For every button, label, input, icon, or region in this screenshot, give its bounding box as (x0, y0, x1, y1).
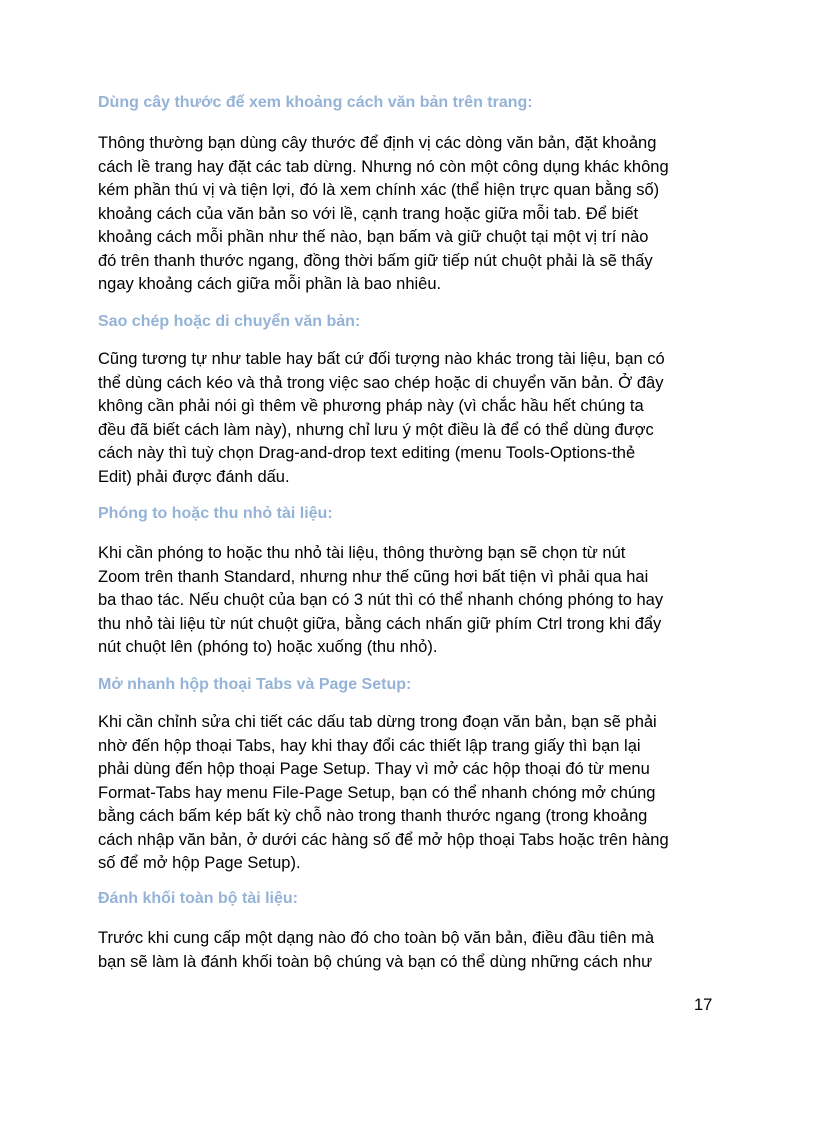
body-line: đó trên thanh thước ngang, đồng thời bấm giữ tiếp nút chuột phải là sẽ thấy (98, 251, 653, 270)
section-body-ruler-distance (98, 132, 738, 297)
body-line: cách nhập văn bản, ở dưới các hàng số để mở hộp thoại Tabs hoặc trên hàng (98, 830, 669, 849)
body-line: Khi cần chỉnh sửa chi tiết các dấu tab dừng trong đoạn văn bản, bạn sẽ phải (98, 713, 657, 731)
section-body-zoom-document (98, 542, 738, 660)
body-line: cách lề trang hay đặt các tab dừng. Nhưng nó còn một công dụng khác không (98, 157, 669, 176)
section-heading-zoom-document: Phóng to hoặc thu nhỏ tài liệu: (98, 505, 333, 522)
body-line: không cần phải nói gì thêm về phương pháp này (vì chắc hầu hết chúng ta (98, 397, 644, 415)
body-line: Edit) phải được đánh dấu. (98, 467, 290, 486)
page-number: 17 (694, 996, 713, 1014)
section-body-select-all (98, 927, 738, 974)
body-line: ba thao tác. Nếu chuột của bạn có 3 nút thì có thể nhanh chóng phóng to hay (98, 591, 664, 609)
body-line: kém phần thú vị và tiện lợi, đó là xem chính xác (thể hiện trực quan bằng số) (98, 181, 660, 199)
body-line: nút chuột lên (phóng to) hoặc xuống (thu nhỏ). (98, 638, 438, 656)
body-line: phải dùng đến hộp thoại Page Setup. Thay vì mở các hộp thoại đó từ menu (98, 760, 650, 778)
section-body-tabs-page-setup (98, 711, 738, 876)
body-line: Cũng tương tự như table hay bất cứ đối tượng nào khác trong tài liệu, bạn có (98, 350, 665, 368)
section-heading-ruler-distance: Dùng cây thước để xem khoảng cách văn bản trên trang: (98, 94, 533, 111)
body-line: bằng cách bấm kép bất kỳ chỗ nào trong thanh thước ngang (trong khoảng (98, 807, 648, 825)
body-line: thu nhỏ tài liệu từ nút chuột giữa, bằng cách nhấn giữ phím Ctrl trong khi đẩy (98, 614, 662, 633)
section-heading-tabs-page-setup: Mở nhanh hộp thoại Tabs và Page Setup: (98, 676, 412, 693)
body-line: cách này thì tuỳ chọn Drag-and-drop text editing (menu Tools-Options-thẻ (98, 444, 636, 462)
body-line: bạn sẽ làm là đánh khối toàn bộ chúng và bạn có thể dùng những cách như (98, 952, 653, 971)
body-line: Khi cần phóng to hoặc thu nhỏ tài liệu, thông thường bạn sẽ chọn từ nút (98, 544, 626, 562)
body-line: thể dùng cách kéo và thả trong việc sao chép hoặc di chuyển văn bản. Ở đây (98, 373, 664, 392)
body-line: số để mở hộp Page Setup). (98, 854, 301, 872)
body-line: Zoom trên thanh Standard, nhưng như thế cũng hơi bất tiện vì phải qua hai (98, 567, 649, 586)
body-line: Trước khi cung cấp một dạng nào đó cho toàn bộ văn bản, điều đầu tiên mà (98, 929, 655, 947)
body-line: nhờ đến hộp thoại Tabs, hay khi thay đổi các thiết lập trang giấy thì bạn lại (98, 736, 641, 755)
body-line: Format-Tabs hay menu File-Page Setup, bạn có thể nhanh chóng mở chúng (98, 783, 656, 802)
body-line: đều đã biết cách làm này), nhưng chỉ lưu ý một điều là để có thể dùng được (98, 420, 654, 439)
section-heading-copy-move-text: Sao chép hoặc di chuyển văn bản: (98, 313, 361, 330)
body-line: khoảng cách mỗi phần như thế nào, bạn bấm và giữ chuột tại một vị trí nào (98, 228, 649, 246)
section-heading-select-all: Đánh khối toàn bộ tài liệu: (98, 890, 298, 907)
body-line: Thông thường bạn dùng cây thước để định vị các dòng văn bản, đặt khoảng (98, 134, 657, 152)
section-body-copy-move-text (98, 348, 738, 489)
body-line: khoảng cách của văn bản so với lề, cạnh trang hoặc giữa mỗi tab. Để biết (98, 204, 639, 223)
body-line: ngay khoảng cách giữa mỗi phần là bao nhiêu. (98, 275, 442, 293)
